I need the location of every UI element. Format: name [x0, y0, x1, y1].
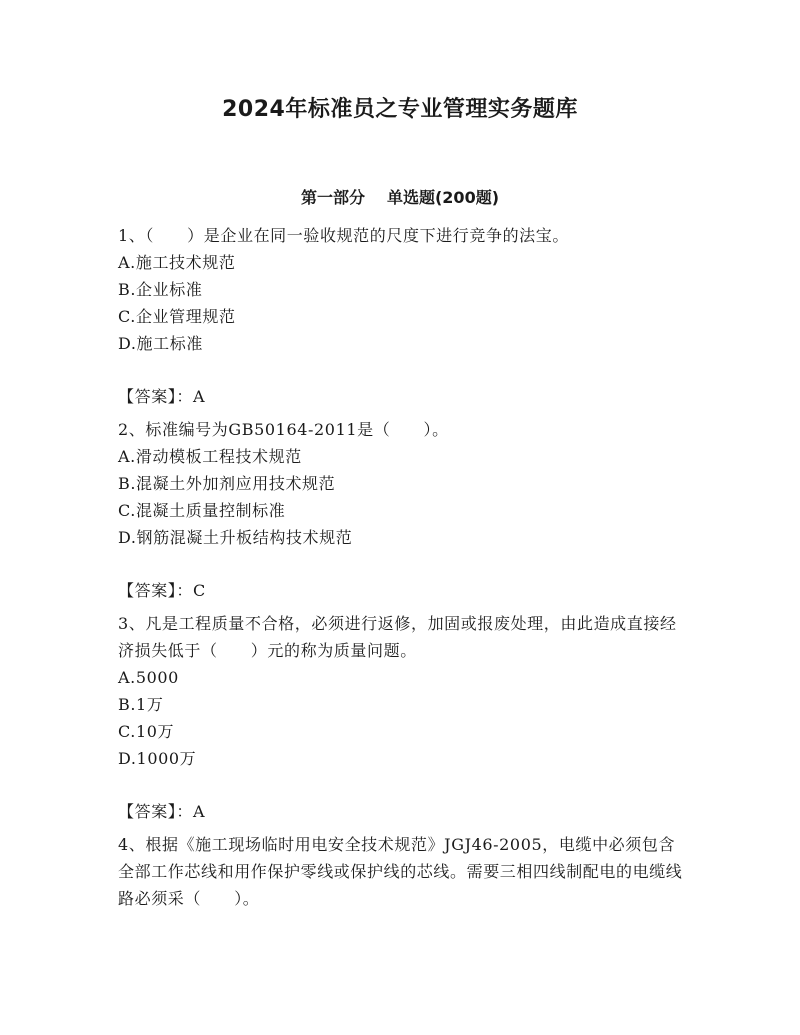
answer-prefix: 【答案】： [118, 581, 194, 600]
option-a: A.5000 [118, 668, 179, 687]
option-d: D.施工标准 [118, 334, 203, 353]
question-1 [118, 222, 684, 410]
option-b: B.1万 [118, 695, 164, 714]
option-c: C.混凝土质量控制标准 [118, 501, 286, 520]
question-2 [118, 416, 684, 604]
option-b: B.企业标准 [118, 280, 203, 299]
option-d: D.钢筋混凝土升板结构技术规范 [118, 528, 353, 547]
option-d: D.1000万 [118, 749, 197, 768]
option-c: C.10万 [118, 722, 175, 741]
option-a: A.施工技术规范 [118, 253, 236, 272]
question-text: 3、凡是工程质量不合格，必须进行返修，加固或报废处理，由此造成直接经济损失低于（ ）元的称为质量问题。 [118, 614, 677, 660]
answer-line [118, 383, 684, 410]
answer-prefix: 【答案】： [118, 802, 194, 821]
option-list [118, 443, 684, 551]
section-heading [0, 185, 800, 208]
question-text: 4、根据《施工现场临时用电安全技术规范》JGJ46-2005，电缆中必须包含全部工作芯线和用作保护零线或保护线的芯线。需要三相四线制配电的电缆线路必须采（ ）。 [118, 835, 683, 908]
question-text: 1、（ ）是企业在同一验收规范的尺度下进行竞争的法宝。 [118, 226, 569, 245]
answer-value: A [193, 802, 206, 821]
option-list [118, 664, 684, 772]
question-3 [118, 610, 684, 825]
option-c: C.企业管理规范 [118, 307, 236, 326]
document-title: 2024年标准员之专业管理实务题库 [222, 97, 578, 122]
option-b: B.混凝土外加剂应用技术规范 [118, 474, 336, 493]
answer-value: C [193, 581, 206, 600]
question-4 [118, 831, 684, 912]
answer-value: A [193, 387, 206, 406]
answer-prefix: 【答案】： [118, 387, 194, 406]
question-list [118, 222, 684, 912]
section-part: 第一部分 [300, 188, 365, 207]
answer-line [118, 798, 684, 825]
answer-line [118, 577, 684, 604]
option-list [118, 249, 684, 357]
section-name: 单选题(200题) [386, 188, 500, 207]
question-text: 2、标准编号为GB50164-2011是（ ）。 [118, 420, 449, 439]
option-a: A.滑动模板工程技术规范 [118, 447, 302, 466]
